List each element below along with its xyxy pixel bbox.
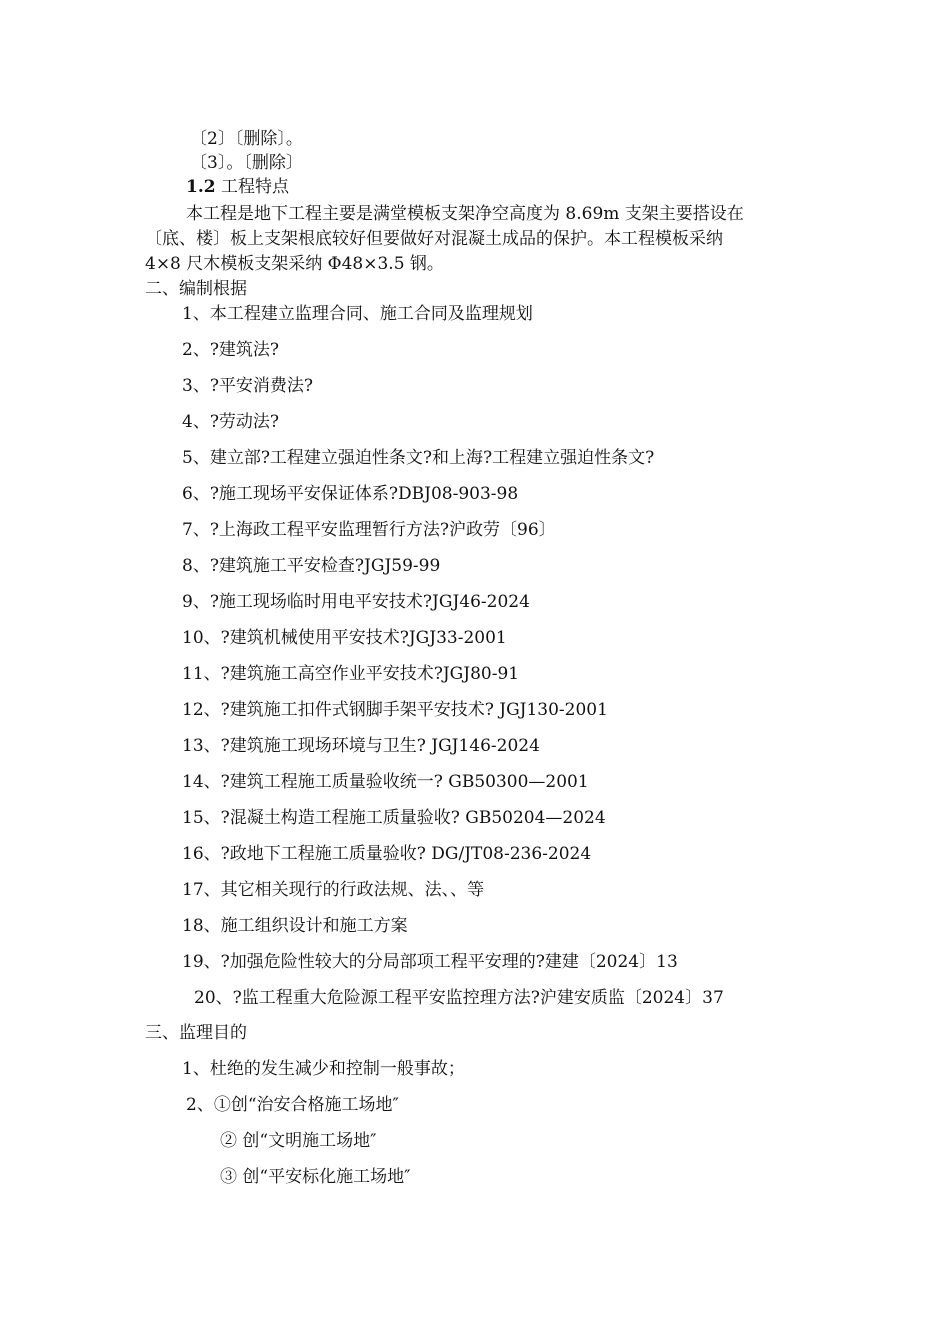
heading-basis: 二、编制根据 xyxy=(145,279,247,299)
basis-item-17: 17、其它相关现行的行政法规、法、、等 xyxy=(182,880,485,900)
paragraph-line-3: 4×8 尺木模板支架采纳 Φ48×3.5 钢。 xyxy=(145,254,444,274)
objective-item-2: 2、①创“治安合格施工场地″ xyxy=(186,1095,399,1115)
basis-item-7: 7、?上海政工程平安监理暂行方法?沪政劳〔96〕 xyxy=(182,520,556,540)
paragraph-line-1: 本工程是地下工程主要是满堂模板支架净空高度为 8.69m 支架主要搭设在 xyxy=(186,204,744,224)
basis-item-4: 4、?劳动法? xyxy=(182,412,280,432)
section-number: 1.2 xyxy=(186,177,216,197)
objective-subitem-2: ② 创“文明施工场地″ xyxy=(220,1131,377,1151)
basis-item-9: 9、?施工现场临时用电平安技术?JGJ46-2024 xyxy=(182,592,530,612)
item-3-deleted: 〔3〕。〔删除〕 xyxy=(190,153,303,173)
basis-item-19: 19、?加强危险性较大的分局部项工程平安理的?建建〔2024〕13 xyxy=(182,952,678,972)
basis-item-16: 16、?政地下工程施工质量验收? DG/JT08-236-2024 xyxy=(182,844,592,864)
basis-item-18: 18、施工组织设计和施工方案 xyxy=(182,916,408,936)
basis-item-15: 15、?混凝土构造工程施工质量验收? GB50204—2024 xyxy=(182,808,606,828)
basis-item-3: 3、?平安消费法? xyxy=(182,376,314,396)
basis-item-8: 8、?建筑施工平安检查?JGJ59-99 xyxy=(182,556,441,576)
basis-item-2: 2、?建筑法? xyxy=(182,340,280,360)
basis-item-14: 14、?建筑工程施工质量验收统一? GB50300—2001 xyxy=(182,772,589,792)
basis-item-6: 6、?施工现场平安保证体系?DBJ08-903-98 xyxy=(182,484,519,504)
heading-objectives: 三、监理目的 xyxy=(145,1023,247,1043)
basis-item-20: 20、?监工程重大危险源工程平安监控理方法?沪建安质监〔2024〕37 xyxy=(194,988,724,1008)
paragraph-line-2: 〔底、楼〕板上支架根底较好但要做好对混凝土成品的保护。本工程模板采纳 xyxy=(145,229,723,249)
section-heading-1-2 xyxy=(186,175,289,199)
item-2-deleted: 〔2〕〔删除〕。 xyxy=(190,129,303,149)
objective-item-1: 1、杜绝的发生减少和控制一般事故； xyxy=(182,1059,465,1079)
basis-item-11: 11、?建筑施工高空作业平安技术?JGJ80-91 xyxy=(182,664,520,684)
section-title: 工程特点 xyxy=(220,177,289,197)
basis-item-1: 1、本工程建立监理合同、施工合同及监理规划 xyxy=(182,304,533,324)
basis-item-12: 12、?建筑施工扣件式钢脚手架平安技术? JGJ130-2001 xyxy=(182,700,608,720)
basis-item-5: 5、建立部?工程建立强迫性条文?和上海?工程建立强迫性条文? xyxy=(182,448,655,468)
basis-item-13: 13、?建筑施工现场环境与卫生? JGJ146-2024 xyxy=(182,736,540,756)
objective-subitem-3: ③ 创“平安标化施工场地″ xyxy=(220,1167,411,1187)
basis-item-10: 10、?建筑机械使用平安技术?JGJ33-2001 xyxy=(182,628,507,648)
